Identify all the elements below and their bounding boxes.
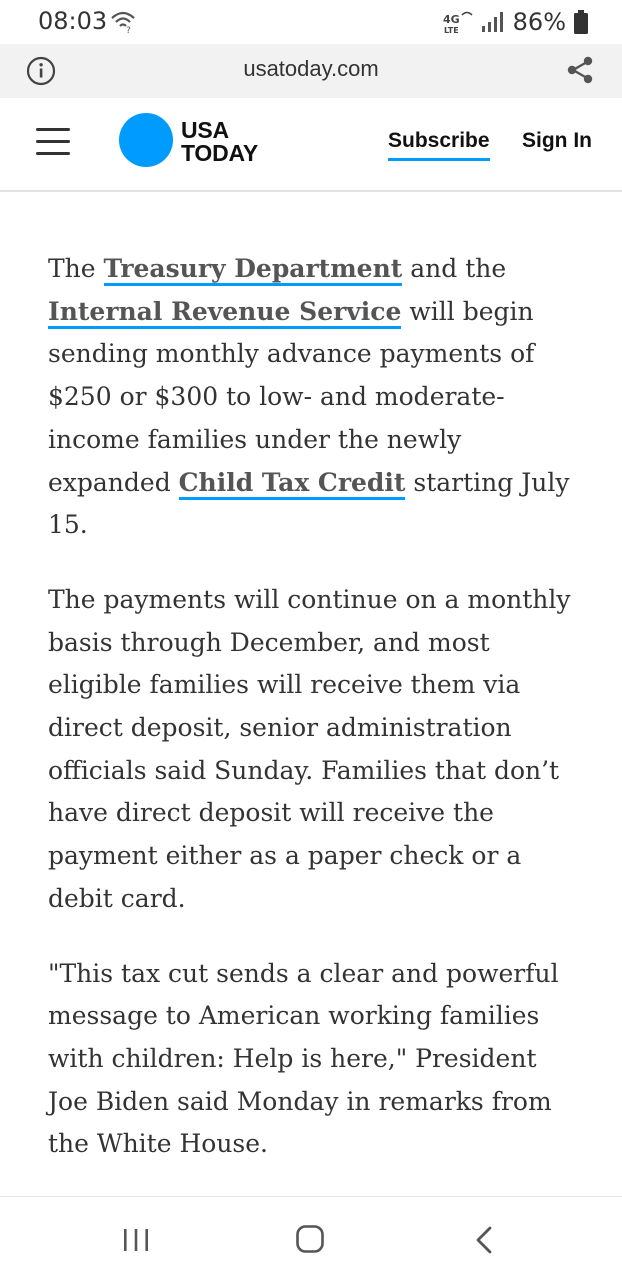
logo-line-2: TODAY (181, 140, 258, 166)
article-paragraph-3: "This tax cut sends a clear and powerful message to American working families with children: Help is here," President Joe Biden said Monday in remarks from the White House. (48, 958, 559, 1159)
article-paragraph-2: The payments will continue on a monthly basis through December, and most eligible families will receive them via direct deposit, senior administration officials said Sunday. Families that don’t have direct deposit will receive the payment either as a paper check or a debit card. (48, 584, 571, 913)
subscribe-link[interactable]: Subscribe (388, 129, 490, 161)
address-bar[interactable] (0, 44, 622, 98)
child-tax-credit-link[interactable]: Child Tax Credit (179, 468, 406, 500)
battery-percent: 86% (512, 8, 566, 36)
wifi-icon (110, 8, 136, 34)
logo-line-1: USA (181, 117, 229, 143)
site-header (0, 98, 622, 192)
status-time: 08:03 (38, 7, 108, 35)
p1-text-1: The (48, 254, 104, 283)
status-bar (0, 0, 622, 44)
signal-icon (481, 10, 505, 34)
svg-text:LTE: LTE (443, 26, 459, 35)
sign-in-link[interactable]: Sign In (522, 129, 592, 152)
usa-today-logo-text[interactable] (181, 119, 258, 165)
p1-text-3: will begin sending monthly advance payments of $250 or $300 to low- and moderate-income families under the newly expanded (48, 296, 535, 497)
status-indicators (443, 7, 588, 37)
share-icon[interactable] (566, 55, 594, 85)
svg-text:?: ? (126, 26, 131, 34)
usa-today-logo-dot[interactable] (119, 113, 173, 167)
p1-text-4: starting July 15. (48, 467, 570, 540)
back-icon[interactable] (474, 1225, 494, 1255)
lte-signal-icon (443, 9, 473, 35)
p1-text-2: and the (402, 254, 507, 283)
article-paragraph-1 (48, 248, 578, 547)
treasury-department-link[interactable]: Treasury Department (104, 254, 403, 286)
battery-icon (574, 10, 588, 34)
internal-revenue-service-link[interactable]: Internal Revenue Service (48, 297, 401, 329)
article-body (48, 248, 578, 1198)
hamburger-menu-icon[interactable] (36, 128, 70, 156)
system-nav-bar (0, 1196, 622, 1279)
svg-text:4G: 4G (442, 13, 460, 26)
home-icon[interactable] (295, 1224, 325, 1254)
url-text[interactable]: usatoday.com (243, 56, 379, 81)
recent-apps-icon[interactable] (122, 1227, 150, 1253)
